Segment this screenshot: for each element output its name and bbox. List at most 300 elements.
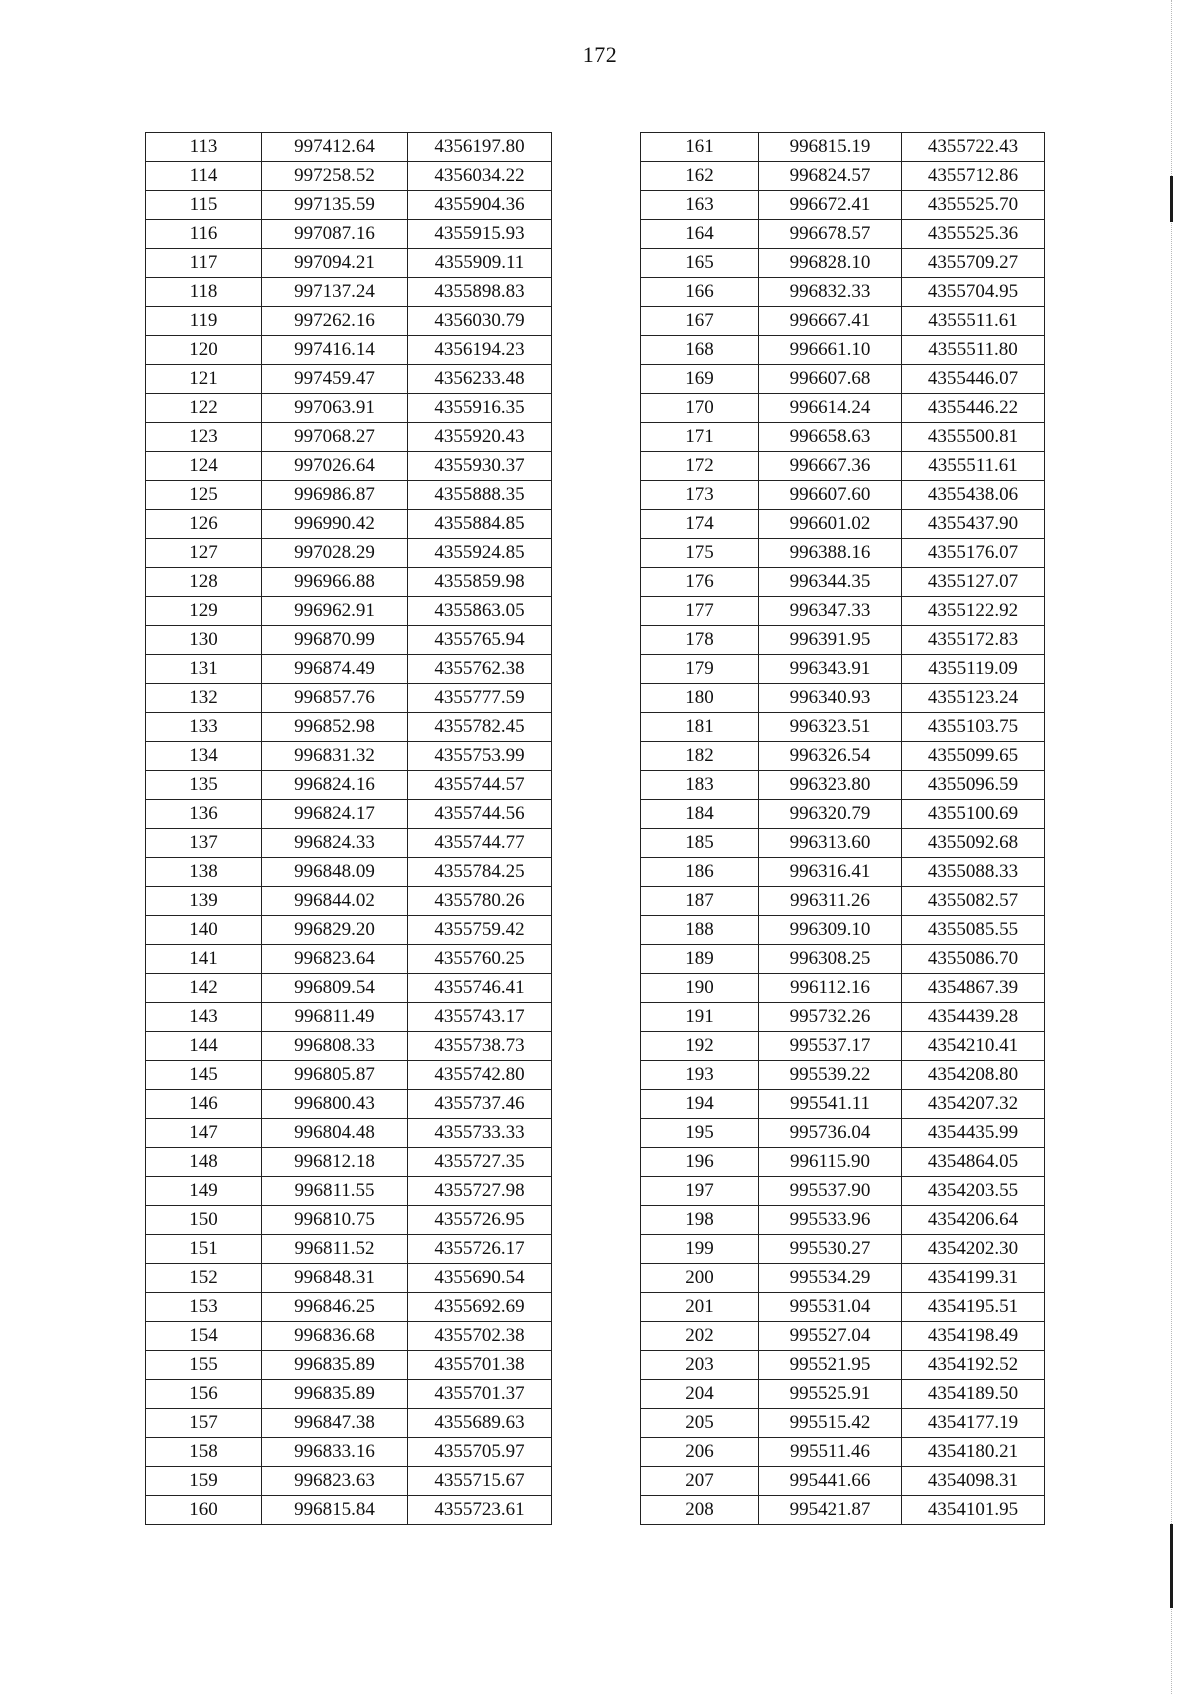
- x-coordinate-cell: 996309.10: [759, 916, 902, 945]
- table-row: [146, 684, 552, 713]
- y-coordinate-cell: 4355884.85: [408, 510, 552, 539]
- table-row: [146, 568, 552, 597]
- table-row: [146, 307, 552, 336]
- y-coordinate-cell: 4354203.55: [902, 1177, 1045, 1206]
- point-number-cell: 188: [641, 916, 759, 945]
- point-number-cell: 157: [146, 1409, 262, 1438]
- point-number-cell: 164: [641, 220, 759, 249]
- x-coordinate-cell: 996391.95: [759, 626, 902, 655]
- table-row: [641, 887, 1045, 916]
- y-coordinate-cell: 4354867.39: [902, 974, 1045, 1003]
- x-coordinate-cell: 996805.87: [262, 1061, 408, 1090]
- point-number-cell: 175: [641, 539, 759, 568]
- point-number-cell: 147: [146, 1119, 262, 1148]
- x-coordinate-cell: 996835.89: [262, 1351, 408, 1380]
- x-coordinate-cell: 996344.35: [759, 568, 902, 597]
- x-coordinate-cell: 996835.89: [262, 1380, 408, 1409]
- x-coordinate-cell: 996824.57: [759, 162, 902, 191]
- x-coordinate-cell: 996667.41: [759, 307, 902, 336]
- table-row: [641, 597, 1045, 626]
- point-number-cell: 146: [146, 1090, 262, 1119]
- y-coordinate-cell: 4355859.98: [408, 568, 552, 597]
- point-number-cell: 114: [146, 162, 262, 191]
- y-coordinate-cell: 4355777.59: [408, 684, 552, 713]
- y-coordinate-cell: 4355096.59: [902, 771, 1045, 800]
- y-coordinate-cell: 4355930.37: [408, 452, 552, 481]
- y-coordinate-cell: 4354180.21: [902, 1438, 1045, 1467]
- x-coordinate-cell: 996824.16: [262, 771, 408, 800]
- table-row: [641, 800, 1045, 829]
- x-coordinate-cell: 996388.16: [759, 539, 902, 568]
- x-coordinate-cell: 996966.88: [262, 568, 408, 597]
- table-row: [146, 626, 552, 655]
- y-coordinate-cell: 4354864.05: [902, 1148, 1045, 1177]
- x-coordinate-cell: 996870.99: [262, 626, 408, 655]
- table-row: [641, 655, 1045, 684]
- point-number-cell: 150: [146, 1206, 262, 1235]
- table-row: [641, 916, 1045, 945]
- table-row: [641, 1177, 1045, 1206]
- point-number-cell: 162: [641, 162, 759, 191]
- x-coordinate-cell: 996823.63: [262, 1467, 408, 1496]
- x-coordinate-cell: 996811.49: [262, 1003, 408, 1032]
- x-coordinate-cell: 995530.27: [759, 1235, 902, 1264]
- x-coordinate-cell: 996823.64: [262, 945, 408, 974]
- x-coordinate-cell: 996316.41: [759, 858, 902, 887]
- point-number-cell: 141: [146, 945, 262, 974]
- y-coordinate-cell: 4355689.63: [408, 1409, 552, 1438]
- y-coordinate-cell: 4355100.69: [902, 800, 1045, 829]
- y-coordinate-cell: 4354199.31: [902, 1264, 1045, 1293]
- y-coordinate-cell: 4355702.38: [408, 1322, 552, 1351]
- point-number-cell: 185: [641, 829, 759, 858]
- table-row: [641, 1003, 1045, 1032]
- y-coordinate-cell: 4354210.41: [902, 1032, 1045, 1061]
- table-row: [146, 1293, 552, 1322]
- point-number-cell: 123: [146, 423, 262, 452]
- x-coordinate-cell: 996824.17: [262, 800, 408, 829]
- table-row: [146, 423, 552, 452]
- table-row: [146, 1119, 552, 1148]
- x-coordinate-cell: 996614.24: [759, 394, 902, 423]
- point-number-cell: 159: [146, 1467, 262, 1496]
- x-coordinate-cell: 997026.64: [262, 452, 408, 481]
- y-coordinate-cell: 4355904.36: [408, 191, 552, 220]
- point-number-cell: 160: [146, 1496, 262, 1525]
- point-number-cell: 197: [641, 1177, 759, 1206]
- y-coordinate-cell: 4355898.83: [408, 278, 552, 307]
- point-number-cell: 144: [146, 1032, 262, 1061]
- table-row: [146, 1409, 552, 1438]
- table-row: [146, 191, 552, 220]
- y-coordinate-cell: 4354101.95: [902, 1496, 1045, 1525]
- y-coordinate-cell: 4355723.61: [408, 1496, 552, 1525]
- y-coordinate-cell: 4355924.85: [408, 539, 552, 568]
- point-number-cell: 131: [146, 655, 262, 684]
- y-coordinate-cell: 4355765.94: [408, 626, 552, 655]
- x-coordinate-cell: 996811.52: [262, 1235, 408, 1264]
- y-coordinate-cell: 4354192.52: [902, 1351, 1045, 1380]
- x-coordinate-cell: 996340.93: [759, 684, 902, 713]
- x-coordinate-cell: 996607.60: [759, 481, 902, 510]
- y-coordinate-cell: 4355446.07: [902, 365, 1045, 394]
- binding-margin-line: [1171, 0, 1173, 1694]
- table-row: [641, 1148, 1045, 1177]
- point-number-cell: 198: [641, 1206, 759, 1235]
- y-coordinate-cell: 4355742.80: [408, 1061, 552, 1090]
- y-coordinate-cell: 4355715.67: [408, 1467, 552, 1496]
- y-coordinate-cell: 4355760.25: [408, 945, 552, 974]
- y-coordinate-cell: 4355701.37: [408, 1380, 552, 1409]
- x-coordinate-cell: 996828.10: [759, 249, 902, 278]
- x-coordinate-cell: 996833.16: [262, 1438, 408, 1467]
- point-number-cell: 145: [146, 1061, 262, 1090]
- table-row: [641, 1090, 1045, 1119]
- table-row: [641, 1293, 1045, 1322]
- table-row: [641, 1467, 1045, 1496]
- y-coordinate-cell: 4355437.90: [902, 510, 1045, 539]
- x-coordinate-cell: 996847.38: [262, 1409, 408, 1438]
- y-coordinate-cell: 4355727.35: [408, 1148, 552, 1177]
- y-coordinate-cell: 4355888.35: [408, 481, 552, 510]
- y-coordinate-cell: 4355122.92: [902, 597, 1045, 626]
- table-row: [146, 800, 552, 829]
- point-number-cell: 161: [641, 133, 759, 162]
- y-coordinate-cell: 4355705.97: [408, 1438, 552, 1467]
- table-row: [641, 510, 1045, 539]
- table-row: [641, 1206, 1045, 1235]
- y-coordinate-cell: 4354439.28: [902, 1003, 1045, 1032]
- point-number-cell: 135: [146, 771, 262, 800]
- point-number-cell: 154: [146, 1322, 262, 1351]
- y-coordinate-cell: 4354098.31: [902, 1467, 1045, 1496]
- x-coordinate-cell: 997068.27: [262, 423, 408, 452]
- x-coordinate-cell: 996815.19: [759, 133, 902, 162]
- x-coordinate-cell: 995533.96: [759, 1206, 902, 1235]
- table-row: [641, 771, 1045, 800]
- x-coordinate-cell: 996112.16: [759, 974, 902, 1003]
- y-coordinate-cell: 4355915.93: [408, 220, 552, 249]
- point-number-cell: 148: [146, 1148, 262, 1177]
- x-coordinate-cell: 996809.54: [262, 974, 408, 1003]
- point-number-cell: 129: [146, 597, 262, 626]
- point-number-cell: 172: [641, 452, 759, 481]
- x-coordinate-cell: 996824.33: [262, 829, 408, 858]
- table-row: [146, 829, 552, 858]
- point-number-cell: 169: [641, 365, 759, 394]
- y-coordinate-cell: 4355909.11: [408, 249, 552, 278]
- point-number-cell: 152: [146, 1264, 262, 1293]
- table-row: [641, 452, 1045, 481]
- table-row: [641, 162, 1045, 191]
- table-row: [146, 539, 552, 568]
- y-coordinate-cell: 4355500.81: [902, 423, 1045, 452]
- y-coordinate-cell: 4354207.32: [902, 1090, 1045, 1119]
- coordinate-table-left-body: [146, 133, 552, 1525]
- y-coordinate-cell: 4355762.38: [408, 655, 552, 684]
- y-coordinate-cell: 4355127.07: [902, 568, 1045, 597]
- x-coordinate-cell: 997063.91: [262, 394, 408, 423]
- y-coordinate-cell: 4355726.17: [408, 1235, 552, 1264]
- x-coordinate-cell: 996829.20: [262, 916, 408, 945]
- y-coordinate-cell: 4354177.19: [902, 1409, 1045, 1438]
- table-row: [146, 1235, 552, 1264]
- scan-edge-mark: [1170, 1524, 1173, 1608]
- x-coordinate-cell: 997028.29: [262, 539, 408, 568]
- point-number-cell: 170: [641, 394, 759, 423]
- x-coordinate-cell: 997412.64: [262, 133, 408, 162]
- x-coordinate-cell: 996990.42: [262, 510, 408, 539]
- y-coordinate-cell: 4355709.27: [902, 249, 1045, 278]
- x-coordinate-cell: 996323.80: [759, 771, 902, 800]
- y-coordinate-cell: 4355701.38: [408, 1351, 552, 1380]
- x-coordinate-cell: 995441.66: [759, 1467, 902, 1496]
- y-coordinate-cell: 4355525.36: [902, 220, 1045, 249]
- point-number-cell: 206: [641, 1438, 759, 1467]
- x-coordinate-cell: 997262.16: [262, 307, 408, 336]
- x-coordinate-cell: 996347.33: [759, 597, 902, 626]
- point-number-cell: 167: [641, 307, 759, 336]
- y-coordinate-cell: 4354208.80: [902, 1061, 1045, 1090]
- point-number-cell: 168: [641, 336, 759, 365]
- y-coordinate-cell: 4355511.80: [902, 336, 1045, 365]
- point-number-cell: 191: [641, 1003, 759, 1032]
- table-row: [641, 1380, 1045, 1409]
- table-row: [641, 423, 1045, 452]
- point-number-cell: 203: [641, 1351, 759, 1380]
- y-coordinate-cell: 4355753.99: [408, 742, 552, 771]
- x-coordinate-cell: 995511.46: [759, 1438, 902, 1467]
- table-row: [146, 162, 552, 191]
- x-coordinate-cell: 997258.52: [262, 162, 408, 191]
- point-number-cell: 199: [641, 1235, 759, 1264]
- point-number-cell: 113: [146, 133, 262, 162]
- table-row: [641, 684, 1045, 713]
- x-coordinate-cell: 996831.32: [262, 742, 408, 771]
- point-number-cell: 208: [641, 1496, 759, 1525]
- point-number-cell: 149: [146, 1177, 262, 1206]
- point-number-cell: 138: [146, 858, 262, 887]
- x-coordinate-cell: 996812.18: [262, 1148, 408, 1177]
- table-row: [641, 220, 1045, 249]
- table-row: [146, 887, 552, 916]
- table-row: [146, 452, 552, 481]
- y-coordinate-cell: 4354206.64: [902, 1206, 1045, 1235]
- point-number-cell: 153: [146, 1293, 262, 1322]
- y-coordinate-cell: 4355737.46: [408, 1090, 552, 1119]
- x-coordinate-cell: 996804.48: [262, 1119, 408, 1148]
- y-coordinate-cell: 4356194.23: [408, 336, 552, 365]
- table-row: [146, 1003, 552, 1032]
- point-number-cell: 196: [641, 1148, 759, 1177]
- table-row: [146, 1322, 552, 1351]
- x-coordinate-cell: 996323.51: [759, 713, 902, 742]
- y-coordinate-cell: 4355690.54: [408, 1264, 552, 1293]
- table-row: [641, 974, 1045, 1003]
- y-coordinate-cell: 4355438.06: [902, 481, 1045, 510]
- point-number-cell: 143: [146, 1003, 262, 1032]
- point-number-cell: 117: [146, 249, 262, 278]
- x-coordinate-cell: 996678.57: [759, 220, 902, 249]
- point-number-cell: 179: [641, 655, 759, 684]
- y-coordinate-cell: 4355086.70: [902, 945, 1045, 974]
- x-coordinate-cell: 996607.68: [759, 365, 902, 394]
- table-row: [146, 336, 552, 365]
- point-number-cell: 182: [641, 742, 759, 771]
- point-number-cell: 142: [146, 974, 262, 1003]
- point-number-cell: 192: [641, 1032, 759, 1061]
- x-coordinate-cell: 996986.87: [262, 481, 408, 510]
- x-coordinate-cell: 996601.02: [759, 510, 902, 539]
- y-coordinate-cell: 4356197.80: [408, 133, 552, 162]
- point-number-cell: 174: [641, 510, 759, 539]
- x-coordinate-cell: 997087.16: [262, 220, 408, 249]
- x-coordinate-cell: 996672.41: [759, 191, 902, 220]
- point-number-cell: 130: [146, 626, 262, 655]
- y-coordinate-cell: 4356233.48: [408, 365, 552, 394]
- table-row: [641, 1438, 1045, 1467]
- y-coordinate-cell: 4355780.26: [408, 887, 552, 916]
- scan-edge-mark: [1170, 176, 1173, 222]
- y-coordinate-cell: 4355727.98: [408, 1177, 552, 1206]
- table-row: [641, 713, 1045, 742]
- y-coordinate-cell: 4355863.05: [408, 597, 552, 626]
- y-coordinate-cell: 4355123.24: [902, 684, 1045, 713]
- table-row: [146, 133, 552, 162]
- point-number-cell: 184: [641, 800, 759, 829]
- point-number-cell: 181: [641, 713, 759, 742]
- x-coordinate-cell: 996658.63: [759, 423, 902, 452]
- coordinate-table-right: [640, 132, 1045, 1525]
- point-number-cell: 116: [146, 220, 262, 249]
- x-coordinate-cell: 996810.75: [262, 1206, 408, 1235]
- point-number-cell: 125: [146, 481, 262, 510]
- table-row: [146, 249, 552, 278]
- y-coordinate-cell: 4355916.35: [408, 394, 552, 423]
- x-coordinate-cell: 996852.98: [262, 713, 408, 742]
- x-coordinate-cell: 996667.36: [759, 452, 902, 481]
- x-coordinate-cell: 995736.04: [759, 1119, 902, 1148]
- y-coordinate-cell: 4355744.77: [408, 829, 552, 858]
- point-number-cell: 118: [146, 278, 262, 307]
- table-row: [146, 365, 552, 394]
- point-number-cell: 155: [146, 1351, 262, 1380]
- table-row: [641, 481, 1045, 510]
- table-row: [641, 278, 1045, 307]
- y-coordinate-cell: 4355119.09: [902, 655, 1045, 684]
- x-coordinate-cell: 995732.26: [759, 1003, 902, 1032]
- x-coordinate-cell: 995527.04: [759, 1322, 902, 1351]
- x-coordinate-cell: 995515.42: [759, 1409, 902, 1438]
- point-number-cell: 205: [641, 1409, 759, 1438]
- x-coordinate-cell: 996313.60: [759, 829, 902, 858]
- table-row: [641, 394, 1045, 423]
- point-number-cell: 134: [146, 742, 262, 771]
- y-coordinate-cell: 4355692.69: [408, 1293, 552, 1322]
- table-row: [146, 220, 552, 249]
- point-number-cell: 190: [641, 974, 759, 1003]
- table-row: [641, 1119, 1045, 1148]
- table-row: [146, 1264, 552, 1293]
- y-coordinate-cell: 4355744.56: [408, 800, 552, 829]
- x-coordinate-cell: 997459.47: [262, 365, 408, 394]
- y-coordinate-cell: 4356034.22: [408, 162, 552, 191]
- point-number-cell: 176: [641, 568, 759, 597]
- point-number-cell: 186: [641, 858, 759, 887]
- y-coordinate-cell: 4355103.75: [902, 713, 1045, 742]
- x-coordinate-cell: 995531.04: [759, 1293, 902, 1322]
- point-number-cell: 120: [146, 336, 262, 365]
- table-row: [146, 1061, 552, 1090]
- point-number-cell: 194: [641, 1090, 759, 1119]
- y-coordinate-cell: 4354198.49: [902, 1322, 1045, 1351]
- y-coordinate-cell: 4354435.99: [902, 1119, 1045, 1148]
- point-number-cell: 204: [641, 1380, 759, 1409]
- y-coordinate-cell: 4355446.22: [902, 394, 1045, 423]
- point-number-cell: 177: [641, 597, 759, 626]
- x-coordinate-cell: 996815.84: [262, 1496, 408, 1525]
- table-row: [641, 742, 1045, 771]
- y-coordinate-cell: 4355099.65: [902, 742, 1045, 771]
- point-number-cell: 151: [146, 1235, 262, 1264]
- point-number-cell: 137: [146, 829, 262, 858]
- table-row: [146, 510, 552, 539]
- x-coordinate-cell: 996811.55: [262, 1177, 408, 1206]
- x-coordinate-cell: 996848.09: [262, 858, 408, 887]
- x-coordinate-cell: 996832.33: [759, 278, 902, 307]
- x-coordinate-cell: 997416.14: [262, 336, 408, 365]
- x-coordinate-cell: 995537.17: [759, 1032, 902, 1061]
- point-number-cell: 163: [641, 191, 759, 220]
- table-row: [641, 1496, 1045, 1525]
- y-coordinate-cell: 4356030.79: [408, 307, 552, 336]
- point-number-cell: 200: [641, 1264, 759, 1293]
- y-coordinate-cell: 4355784.25: [408, 858, 552, 887]
- point-number-cell: 193: [641, 1061, 759, 1090]
- y-coordinate-cell: 4355722.43: [902, 133, 1045, 162]
- point-number-cell: 115: [146, 191, 262, 220]
- y-coordinate-cell: 4355176.07: [902, 539, 1045, 568]
- table-row: [641, 1061, 1045, 1090]
- point-number-cell: 201: [641, 1293, 759, 1322]
- y-coordinate-cell: 4355172.83: [902, 626, 1045, 655]
- y-coordinate-cell: 4355511.61: [902, 452, 1045, 481]
- x-coordinate-cell: 995525.91: [759, 1380, 902, 1409]
- x-coordinate-cell: 995421.87: [759, 1496, 902, 1525]
- x-coordinate-cell: 996857.76: [262, 684, 408, 713]
- table-row: [641, 945, 1045, 974]
- point-number-cell: 187: [641, 887, 759, 916]
- x-coordinate-cell: 996326.54: [759, 742, 902, 771]
- y-coordinate-cell: 4355726.95: [408, 1206, 552, 1235]
- x-coordinate-cell: 996320.79: [759, 800, 902, 829]
- x-coordinate-cell: 996343.91: [759, 655, 902, 684]
- point-number-cell: 158: [146, 1438, 262, 1467]
- table-row: [146, 655, 552, 684]
- x-coordinate-cell: 995541.11: [759, 1090, 902, 1119]
- y-coordinate-cell: 4354195.51: [902, 1293, 1045, 1322]
- x-coordinate-cell: 997137.24: [262, 278, 408, 307]
- x-coordinate-cell: 996962.91: [262, 597, 408, 626]
- y-coordinate-cell: 4354202.30: [902, 1235, 1045, 1264]
- table-row: [641, 568, 1045, 597]
- x-coordinate-cell: 995534.29: [759, 1264, 902, 1293]
- point-number-cell: 133: [146, 713, 262, 742]
- y-coordinate-cell: 4355525.70: [902, 191, 1045, 220]
- table-row: [146, 858, 552, 887]
- y-coordinate-cell: 4355092.68: [902, 829, 1045, 858]
- y-coordinate-cell: 4355738.73: [408, 1032, 552, 1061]
